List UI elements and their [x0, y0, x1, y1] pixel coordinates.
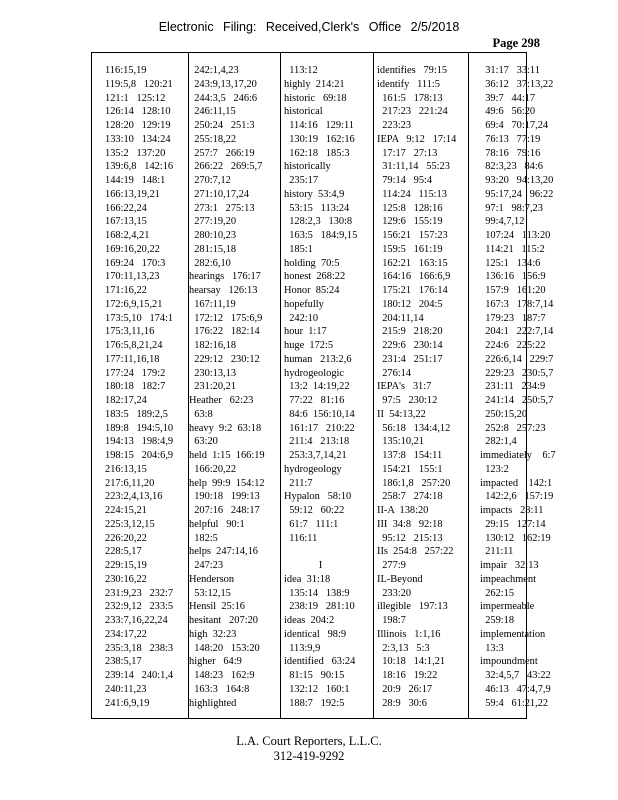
index-entry: 142:2,6 157:19: [480, 491, 554, 503]
index-entry: 163:5 184:9,15: [284, 230, 358, 241]
index-entry: implementation: [480, 628, 546, 640]
index-entry: 243:9,13,17,20: [189, 78, 257, 90]
index-entry: 204:11,14: [377, 312, 424, 324]
index-entry: 53:12,15: [189, 587, 231, 599]
index-entry: 231:9,23 232:7: [105, 587, 174, 599]
index-entry: higher 64:9: [189, 656, 242, 668]
column-divider: [280, 53, 281, 718]
index-entry: 97:1 98:7,23: [480, 202, 543, 214]
index-entry: 10:18 14:1,21: [377, 656, 446, 668]
index-entry: 95:17,24 96:22: [480, 188, 554, 200]
index-entry: 126:14 128:10: [105, 106, 171, 118]
index-entry: 176:5,8,21,24: [105, 340, 163, 351]
index-entry: 116:11: [284, 532, 318, 544]
index-entry: 239:14 240:1,4: [105, 670, 174, 681]
index-entry: 133:10 134:24: [105, 133, 171, 145]
index-entry: 56:18 134:4,12: [377, 422, 451, 434]
index-entry: 82:3,23 84:6: [480, 161, 543, 173]
index-entry: 230:13,13: [189, 367, 237, 379]
index-entry: 93:20 94:13,20: [480, 175, 554, 186]
page-number: Page 298: [492, 36, 540, 50]
index-entry: 13:3: [480, 642, 504, 654]
index-entry: impacted 142:1: [480, 477, 553, 489]
index-entry: 228:5,17: [105, 546, 142, 558]
index-entry: helps 247:14,16: [189, 546, 258, 558]
index-entry: 280:10,23: [189, 230, 237, 241]
index-entry: 238:19 281:10: [284, 601, 355, 613]
index-entry: hearsay 126:13: [189, 285, 258, 296]
index-column-1: [105, 64, 173, 710]
index-entry: [284, 545, 357, 559]
index-entry: Illinois 1:1,16: [377, 628, 441, 640]
index-entry: immediately 6:7: [480, 450, 556, 461]
index-entry: hydrogeologic: [284, 367, 345, 379]
index-column-3: [284, 64, 357, 710]
index-entry: 161:17 210:22: [284, 422, 355, 434]
index-entry: idea 31:18: [284, 573, 331, 585]
index-entry: huge 172:5: [284, 340, 334, 351]
index-entry: Honor 85:24: [284, 285, 340, 296]
index-entry: 148:23 162:9: [189, 670, 255, 681]
index-entry: hour 1:17: [284, 326, 327, 338]
index-entry: 231:4 251:17: [377, 353, 443, 365]
index-entry: 244:3,5 246:6: [189, 92, 258, 104]
index-entry: 250:15,20: [480, 408, 528, 420]
index-entry: 177:11,16,18: [105, 353, 160, 365]
index-entry: 194:13 198:4,9: [105, 436, 174, 448]
index-entry: hearings 176:17: [189, 271, 261, 283]
column-divider: [373, 53, 374, 718]
index-entry: 207:16 248:17: [189, 505, 260, 516]
index-entry: historic 69:18: [284, 92, 347, 104]
index-entry: impoundment: [480, 656, 538, 668]
index-entry: 148:20 153:20: [189, 642, 260, 654]
index-entry: 231:11 234:9: [480, 381, 546, 393]
index-entry: Hypalon 58:10: [284, 491, 352, 503]
index-entry: Hensil 25:16: [189, 601, 245, 613]
index-entry: 266:22 269:5,7: [189, 161, 263, 173]
index-entry: 224:15,21: [105, 505, 147, 516]
index-entry: 169:16,20,22: [105, 243, 160, 255]
index-entry: 282:1,4: [480, 436, 517, 448]
index-entry: identified 63:24: [284, 656, 356, 668]
index-entry: 255:18,22: [189, 133, 237, 145]
index-entry: 259:18: [480, 615, 515, 626]
index-entry: 182:16,18: [189, 340, 237, 351]
index-entry: 128:20 129:19: [105, 120, 171, 131]
index-entry: 114:16 129:11: [284, 120, 354, 131]
index-entry: 81:15 90:15: [284, 670, 345, 681]
index-entry: 173:5,10 174:1: [105, 312, 174, 324]
index-entry: human 213:2,6: [284, 353, 352, 365]
index-entry: 32:4,5,7 43:22: [480, 670, 551, 681]
index-entry: 95:12 215:13: [377, 532, 443, 544]
index-entry: 144:19 148:1: [105, 175, 166, 186]
index-section-letter: I: [318, 560, 323, 571]
index-entry: IEPA 9:12 17:14: [377, 133, 457, 145]
index-entry: 113:12: [284, 65, 318, 76]
index-entry: 162:21 163:15: [377, 257, 448, 269]
index-entry: Heather 62:23: [189, 395, 254, 406]
index-entry: identical 98:9: [284, 628, 347, 640]
index-entry: 262:15: [480, 587, 515, 599]
index-entry: 238:5,17: [105, 656, 142, 668]
index-entry: 162:18 185:3: [284, 147, 350, 159]
index-column-2: [189, 64, 265, 710]
index-entry: history 53:4,9: [284, 188, 345, 200]
index-entry: 169:24 170:3: [105, 257, 166, 269]
index-entry: hesitant 207:20: [189, 615, 258, 626]
index-entry: 171:16,22: [105, 285, 147, 296]
index-entry: 216:13,15: [105, 463, 147, 475]
index-entry: 226:20,22: [105, 532, 147, 544]
index-entry: 157:9 161:20: [480, 285, 546, 296]
index-entry: impeachment: [480, 573, 536, 585]
index-column-4: [377, 64, 456, 710]
index-entry: 229:6 230:14: [377, 340, 443, 351]
index-entry: 257:7 266:19: [189, 147, 255, 159]
index-entry: 29:15 127:14: [480, 518, 546, 530]
index-entry: 204:1 222:7,14: [480, 326, 554, 338]
index-entry: 189:8 194:5,10: [105, 422, 174, 434]
index-entry: holding 70:5: [284, 257, 340, 269]
index-entry: 166:22,24: [105, 202, 147, 214]
index-entry: helpful 90:1: [189, 518, 245, 530]
index-entry: 59:12 60:22: [284, 505, 345, 516]
index-entry: 223:23: [377, 120, 412, 131]
index-entry: 170:11,13,23: [105, 271, 160, 283]
index-entry: 78:16 79:16: [480, 147, 541, 159]
index-entry: 79:14 95:4: [377, 175, 433, 186]
index-entry: 180:18 182:7: [105, 381, 166, 393]
index-entry: 139:6,8 142:16: [105, 161, 174, 173]
index-entry: 125:8 128:16: [377, 202, 443, 214]
index-entry: 113:9,9: [284, 642, 321, 654]
index-entry: 163:3 164:8: [189, 683, 250, 695]
index-entry: 114:24 115:13: [377, 188, 447, 200]
index-entry: 121:1 125:12: [105, 92, 166, 104]
index-entry: IL-Beyond: [377, 573, 423, 585]
index-entry: 250:24 251:3: [189, 120, 255, 131]
index-entry: 176:22 182:14: [189, 326, 260, 338]
index-entry: 225:3,12,15: [105, 518, 155, 530]
index-entry: 39:7 44:17: [480, 92, 536, 104]
index-entry: 130:19 162:16: [284, 133, 355, 145]
index-entry: heavy 9:2 63:18: [189, 422, 262, 434]
index-entry: 136:16 156:9: [480, 271, 546, 283]
index-entry: 114:21 115:2: [480, 243, 545, 255]
index-entry: 182:17,24: [105, 395, 147, 406]
index-entry: 233:7,16,22,24: [105, 615, 168, 626]
index-entry: 179:23 187:7: [480, 312, 546, 324]
index-entry: 229:12 230:12: [189, 353, 260, 365]
index-entry: 130:12 162:19: [480, 532, 551, 544]
index-entry: 241:14 250:5,7: [480, 395, 554, 406]
index-entry: 242:10: [284, 312, 319, 324]
index-entry: 223:2,4,13,16: [105, 491, 163, 503]
index-entry: 137:8 154:11: [377, 450, 443, 461]
index-entry: 97:5 230:12: [377, 395, 438, 406]
index-entry: 107:24 113:20: [480, 230, 551, 241]
index-entry: 20:9 26:17: [377, 683, 433, 695]
index-entry: 31:17 33:11: [480, 65, 540, 76]
index-entry: 183:5 189:2,5: [105, 408, 168, 420]
index-column-5: [480, 64, 556, 710]
index-entry: 226:6,14 229:7: [480, 353, 554, 365]
index-entry: held 1:15 166:19: [189, 450, 265, 461]
index-entry: help 99:9 154:12: [189, 477, 265, 489]
index-entry: 135:2 137:20: [105, 147, 166, 159]
index-entry: IEPA's 31:7: [377, 381, 432, 393]
index-entry: 273:1 275:13: [189, 202, 255, 214]
index-entry: 277:9: [377, 560, 406, 571]
index-entry: 211:4 213:18: [284, 436, 350, 448]
index-entry: 123:2: [480, 463, 509, 475]
index-entry: 215:9 218:20: [377, 326, 443, 338]
index-entry: 217:6,11,20: [105, 477, 155, 489]
index-entry: 277:19,20: [189, 216, 237, 228]
index-entry: 159:5 161:19: [377, 243, 443, 255]
index-entry: 28:9 30:6: [377, 697, 427, 709]
index-entry: 229:15,19: [105, 560, 147, 571]
index-entry: illegible 197:13: [377, 601, 448, 613]
index-entry: 276:14: [377, 367, 412, 379]
index-entry: 167:13,15: [105, 216, 147, 228]
index-entry: III 34:8 92:18: [377, 518, 443, 530]
index-entry: 77:22 81:16: [284, 395, 345, 406]
index-entry: 247:23: [189, 560, 224, 571]
index-entry: 31:11,14 55:23: [377, 161, 450, 173]
index-entry: 177:24 179:2: [105, 367, 166, 379]
index-entry: 231:20,21: [189, 381, 237, 393]
index-entry: 59:4 61:21,22: [480, 697, 549, 709]
index-entry: 190:18 199:13: [189, 491, 260, 503]
index-entry: 188:7 192:5: [284, 697, 345, 709]
index-entry: 233:20: [377, 587, 412, 599]
index-entry: 198:15 204:6,9: [105, 450, 174, 461]
index-entry: 172:12 175:6,9: [189, 312, 263, 324]
index-entry: 36:12 37:13,22: [480, 78, 554, 90]
index-entry: 63:8: [189, 408, 213, 420]
index-entry: honest 268:22: [284, 271, 346, 283]
index-entry: 166:20,22: [189, 463, 237, 475]
index-entry: 13:2 14:19,22: [284, 381, 350, 393]
index-entry: 61:7 111:1: [284, 518, 339, 530]
index-entry: 232:9,12 233:5: [105, 601, 174, 613]
index-entry: 161:5 178:13: [377, 92, 443, 104]
index-entry: 182:5: [189, 532, 218, 544]
index-entry: 99:4,7,12: [480, 216, 525, 228]
footer-phone: 312-419-9292: [273, 749, 345, 763]
index-entry: hopefully: [284, 298, 324, 310]
index-entry: 84:6 156:10,14: [284, 408, 355, 420]
index-entry: 271:10,17,24: [189, 188, 250, 200]
index-entry: high 32:23: [189, 628, 237, 640]
index-entry: 185:1: [284, 243, 313, 255]
index-entry: 156:21 157:23: [377, 230, 448, 241]
index-entry: 125:1 134:6: [480, 257, 541, 269]
index-entry: 76:13 77:19: [480, 133, 541, 145]
index-entry: 119:5,8 120:21: [105, 78, 173, 90]
index-entry: 132:12 160:1: [284, 683, 350, 695]
index-entry: ideas 204:2: [284, 615, 335, 626]
index-entry: 211:7: [284, 477, 313, 489]
index-entry: identify 111:5: [377, 78, 441, 90]
index-entry: 49:6 56:20: [480, 106, 536, 118]
filing-stamp: Electronic Filing: Received,Clerk's Office 2/5/2018: [158, 20, 460, 34]
index-entry: 240:11,23: [105, 683, 147, 695]
index-entry: identifies 79:15: [377, 65, 448, 76]
index-entry: 17:17 27:13: [377, 147, 438, 159]
index-entry: 258:7 274:18: [377, 491, 443, 503]
index-entry: 211:11: [480, 546, 514, 558]
index-entry: 167:11,19: [189, 298, 236, 310]
index-entry: historical: [284, 106, 323, 118]
index-entry: II-A 138:20: [377, 505, 429, 516]
index-entry: 186:1,8 257:20: [377, 477, 451, 489]
index-entry: 180:12 204:5: [377, 298, 443, 310]
index-entry: 154:21 155:1: [377, 463, 443, 475]
index-entry: 234:17,22: [105, 628, 147, 640]
index-entry: 53:15 113:24: [284, 202, 350, 214]
index-entry: 282:6,10: [189, 257, 231, 269]
index-entry: 175:3,11,16: [105, 326, 155, 338]
index-entry: 128:2,3 130:8: [284, 216, 353, 228]
index-entry: 69:4 70:17,24: [480, 120, 549, 131]
index-entry: historically: [284, 161, 331, 173]
index-entry: 270:7,12: [189, 175, 231, 186]
index-entry: 217:23 221:24: [377, 106, 448, 118]
index-entry: 198:7: [377, 615, 406, 626]
index-entry: 168:2,4,21: [105, 230, 150, 241]
index-entry: 164:16 166:6,9: [377, 271, 451, 283]
index-entry: 135:14 138:9: [284, 587, 350, 599]
index-entry: highlighted: [189, 697, 237, 709]
index-entry: impacts 28:11: [480, 505, 544, 516]
index-entry: 46:13 47:4,7,9: [480, 683, 551, 695]
index-entry: 172:6,9,15,21: [105, 298, 163, 310]
index-entry: 135:10,21: [377, 436, 425, 448]
index-entry: 235:3,18 238:3: [105, 642, 174, 654]
index-entry: 166:13,19,21: [105, 188, 160, 200]
index-entry: 235:17: [284, 175, 319, 186]
index-entry: impermeable: [480, 601, 535, 613]
index-entry: IIs 254:8 257:22: [377, 546, 454, 558]
index-entry: 230:16,22: [105, 573, 147, 585]
index-entry: hydrogeology: [284, 463, 342, 475]
index-entry: 129:6 155:19: [377, 216, 443, 228]
index-entry: impair 32:13: [480, 560, 539, 571]
index-entry: 253:3,7,14,21: [284, 450, 347, 461]
index-entry: 167:3 178:7,14: [480, 298, 554, 310]
index-entry: highly 214:21: [284, 78, 345, 90]
index-entry: 241:6,9,19: [105, 697, 150, 709]
index-entry: 252:8 257:23: [480, 422, 546, 434]
index-entry: 242:1,4,23: [189, 65, 239, 76]
index-entry: 116:15,19: [105, 65, 147, 76]
index-entry: 246:11,15: [189, 106, 236, 118]
column-divider: [468, 53, 469, 718]
index-entry: II 54:13,22: [377, 408, 426, 420]
index-entry: 175:21 176:14: [377, 285, 448, 296]
index-entry: 281:15,18: [189, 243, 237, 255]
index-frame: [91, 52, 556, 719]
index-entry: 229:23 230:5,7: [480, 367, 554, 379]
index-entry: 63:20: [189, 436, 218, 448]
index-entry: 2:3,13 5:3: [377, 642, 430, 654]
index-entry: 18:16 19:22: [377, 670, 438, 681]
index-entry: Henderson: [189, 573, 235, 585]
footer-company: L.A. Court Reporters, L.L.C.: [236, 734, 382, 748]
index-entry: 224:6 225:22: [480, 340, 546, 351]
